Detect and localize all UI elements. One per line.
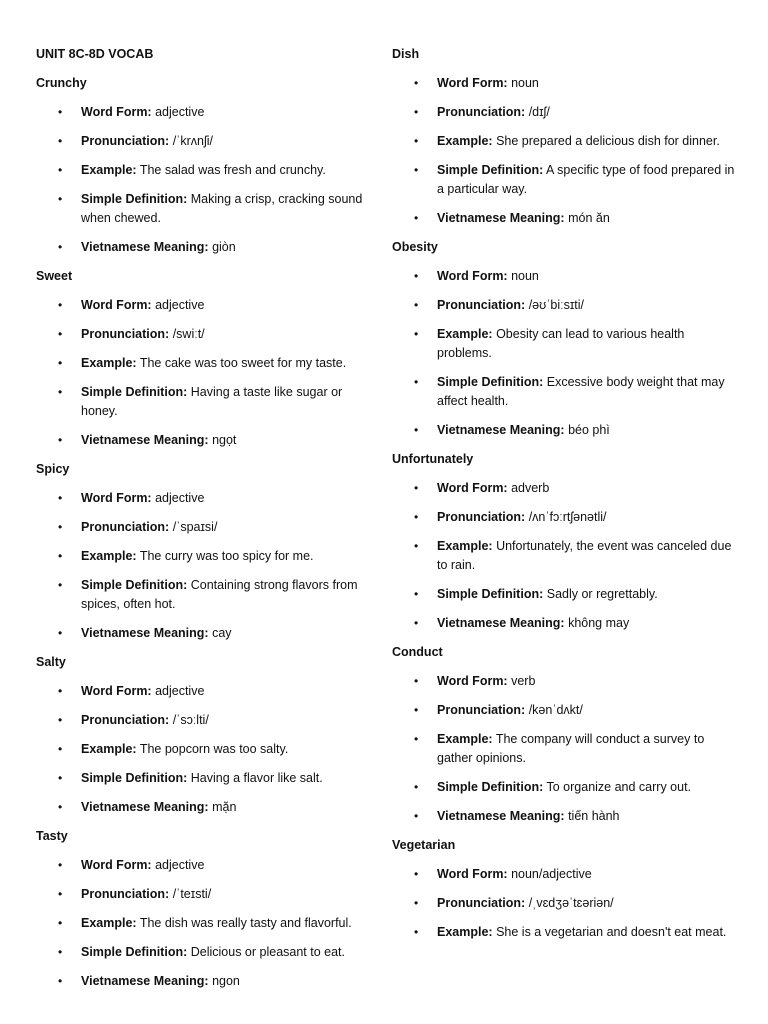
value-example: The company will conduct a survey to gather opinions. bbox=[437, 732, 705, 765]
value-example: The dish was really tasty and flavorful. bbox=[139, 916, 352, 930]
label-pronunciation: Pronunciation: bbox=[437, 703, 526, 717]
value-word-form: noun bbox=[511, 269, 539, 283]
value-definition: Having a flavor like salt. bbox=[190, 771, 323, 785]
value-pronunciation: /ˈsɔːlti/ bbox=[172, 713, 209, 727]
entry-definition bbox=[392, 778, 742, 797]
label-pronunciation: Pronunciation: bbox=[81, 713, 170, 727]
entry-vietnamese bbox=[36, 238, 381, 257]
entry-example bbox=[392, 325, 742, 363]
value-example: Unfortunately, the event was canceled due to rain. bbox=[437, 539, 732, 572]
value-pronunciation: /ˈkrʌnʃi/ bbox=[172, 134, 213, 148]
value-pronunciation: /dɪʃ/ bbox=[528, 105, 550, 119]
entry-definition bbox=[36, 190, 381, 228]
label-vietnamese: Vietnamese Meaning: bbox=[437, 616, 565, 630]
label-vietnamese: Vietnamese Meaning: bbox=[81, 626, 209, 640]
value-pronunciation: /əʊˈbiːsɪti/ bbox=[528, 298, 585, 312]
vocab-entry bbox=[392, 672, 742, 826]
value-word-form: adverb bbox=[511, 481, 550, 495]
value-vietnamese: ngon bbox=[212, 974, 240, 988]
entry-example bbox=[36, 547, 381, 566]
entry-example bbox=[36, 740, 381, 759]
value-definition: Having a taste like sugar or honey. bbox=[81, 385, 343, 418]
right-column bbox=[392, 45, 742, 952]
entry-definition bbox=[392, 373, 742, 411]
value-pronunciation: /ˈspaɪsi/ bbox=[172, 520, 218, 534]
vocab-word: Tasty bbox=[36, 829, 68, 843]
vocab-entry bbox=[392, 267, 742, 440]
label-vietnamese: Vietnamese Meaning: bbox=[81, 433, 209, 447]
value-pronunciation: /ˈteɪsti/ bbox=[172, 887, 212, 901]
value-example: Obesity can lead to various health problems. bbox=[437, 327, 685, 360]
entry-definition bbox=[36, 576, 381, 614]
entry-example bbox=[392, 730, 742, 768]
value-example: The popcorn was too salty. bbox=[139, 742, 289, 756]
vocab-entry bbox=[36, 489, 381, 643]
entry-pronunciation bbox=[36, 132, 381, 151]
label-word-form: Word Form: bbox=[437, 674, 508, 688]
label-word-form: Word Form: bbox=[81, 858, 152, 872]
entry-pronunciation bbox=[392, 103, 742, 122]
entry-pronunciation bbox=[392, 894, 742, 913]
entry-word-form bbox=[36, 489, 381, 508]
value-vietnamese: giòn bbox=[212, 240, 236, 254]
label-pronunciation: Pronunciation: bbox=[81, 327, 170, 341]
value-vietnamese: mặn bbox=[212, 800, 237, 814]
value-definition: Delicious or pleasant to eat. bbox=[190, 945, 345, 959]
value-vietnamese: cay bbox=[212, 626, 232, 640]
value-word-form: adjective bbox=[155, 298, 205, 312]
vocab-word: Spicy bbox=[36, 462, 70, 476]
entry-definition bbox=[36, 769, 381, 788]
entry-pronunciation bbox=[36, 325, 381, 344]
vocab-entry bbox=[392, 865, 742, 942]
value-vietnamese: món ăn bbox=[568, 211, 610, 225]
vocab-entry bbox=[392, 479, 742, 633]
entry-example bbox=[392, 537, 742, 575]
entry-example bbox=[36, 914, 381, 933]
value-word-form: noun/adjective bbox=[511, 867, 592, 881]
entry-definition bbox=[36, 383, 381, 421]
document-title: UNIT 8C-8D VOCAB bbox=[36, 47, 154, 61]
entry-vietnamese bbox=[36, 624, 381, 643]
value-example: The curry was too spicy for me. bbox=[139, 549, 314, 563]
label-word-form: Word Form: bbox=[437, 481, 508, 495]
label-definition: Simple Definition: bbox=[81, 945, 188, 959]
label-definition: Simple Definition: bbox=[437, 587, 544, 601]
vocab-entry bbox=[36, 682, 381, 817]
label-example: Example: bbox=[81, 356, 137, 370]
label-vietnamese: Vietnamese Meaning: bbox=[81, 800, 209, 814]
entry-example bbox=[36, 161, 381, 180]
label-example: Example: bbox=[437, 925, 493, 939]
entry-word-form bbox=[392, 672, 742, 691]
entry-vietnamese bbox=[392, 614, 742, 633]
label-pronunciation: Pronunciation: bbox=[81, 887, 170, 901]
value-word-form: verb bbox=[511, 674, 536, 688]
label-pronunciation: Pronunciation: bbox=[437, 105, 526, 119]
entry-definition bbox=[392, 161, 742, 199]
vocab-word: Vegetarian bbox=[392, 838, 456, 852]
vocab-word: Unfortunately bbox=[392, 452, 474, 466]
value-pronunciation: /kənˈdʌkt/ bbox=[528, 703, 583, 717]
entry-word-form bbox=[36, 682, 381, 701]
vocab-word: Salty bbox=[36, 655, 66, 669]
entry-word-form bbox=[392, 267, 742, 286]
label-vietnamese: Vietnamese Meaning: bbox=[437, 211, 565, 225]
value-definition: Making a crisp, cracking sound when chewed. bbox=[81, 192, 363, 225]
label-example: Example: bbox=[81, 163, 137, 177]
value-definition: Containing strong flavors from spices, often hot. bbox=[81, 578, 358, 611]
value-pronunciation: /ˌvɛdʒəˈtɛəriən/ bbox=[528, 896, 614, 910]
label-word-form: Word Form: bbox=[437, 269, 508, 283]
entry-vietnamese bbox=[392, 209, 742, 228]
label-definition: Simple Definition: bbox=[81, 385, 188, 399]
label-word-form: Word Form: bbox=[81, 105, 152, 119]
vocab-word: Sweet bbox=[36, 269, 73, 283]
label-example: Example: bbox=[437, 539, 493, 553]
value-example: The cake was too sweet for my taste. bbox=[139, 356, 347, 370]
value-vietnamese: béo phì bbox=[568, 423, 610, 437]
entry-definition bbox=[36, 943, 381, 962]
vocab-entry bbox=[36, 103, 381, 257]
entry-vietnamese bbox=[392, 421, 742, 440]
value-vietnamese: tiến hành bbox=[568, 809, 620, 823]
entry-pronunciation bbox=[36, 711, 381, 730]
label-vietnamese: Vietnamese Meaning: bbox=[81, 240, 209, 254]
entry-word-form bbox=[36, 296, 381, 315]
value-definition: To organize and carry out. bbox=[546, 780, 692, 794]
value-definition: Excessive body weight that may affect health. bbox=[437, 375, 725, 408]
label-example: Example: bbox=[81, 549, 137, 563]
entry-example bbox=[36, 354, 381, 373]
entry-pronunciation bbox=[392, 701, 742, 720]
value-definition: A specific type of food prepared in a particular way. bbox=[437, 163, 735, 196]
label-definition: Simple Definition: bbox=[437, 375, 544, 389]
vocab-word: Dish bbox=[392, 47, 420, 61]
label-definition: Simple Definition: bbox=[81, 771, 188, 785]
label-word-form: Word Form: bbox=[437, 76, 508, 90]
label-pronunciation: Pronunciation: bbox=[81, 520, 170, 534]
entry-pronunciation bbox=[392, 296, 742, 315]
entry-example bbox=[392, 132, 742, 151]
vocab-word: Crunchy bbox=[36, 76, 87, 90]
entry-pronunciation bbox=[392, 508, 742, 527]
left-column bbox=[36, 45, 381, 1001]
value-word-form: noun bbox=[511, 76, 539, 90]
label-example: Example: bbox=[81, 916, 137, 930]
label-vietnamese: Vietnamese Meaning: bbox=[81, 974, 209, 988]
entry-definition bbox=[392, 585, 742, 604]
value-example: She prepared a delicious dish for dinner. bbox=[496, 134, 720, 148]
vocab-entry bbox=[36, 296, 381, 450]
label-definition: Simple Definition: bbox=[81, 578, 188, 592]
entry-vietnamese bbox=[36, 972, 381, 991]
label-pronunciation: Pronunciation: bbox=[437, 896, 526, 910]
label-example: Example: bbox=[437, 134, 493, 148]
entry-word-form bbox=[36, 856, 381, 875]
entry-word-form bbox=[392, 865, 742, 884]
label-word-form: Word Form: bbox=[81, 298, 152, 312]
entry-pronunciation bbox=[36, 885, 381, 904]
value-word-form: adjective bbox=[155, 105, 205, 119]
label-vietnamese: Vietnamese Meaning: bbox=[437, 423, 565, 437]
label-vietnamese: Vietnamese Meaning: bbox=[437, 809, 565, 823]
label-word-form: Word Form: bbox=[81, 684, 152, 698]
label-pronunciation: Pronunciation: bbox=[81, 134, 170, 148]
label-word-form: Word Form: bbox=[437, 867, 508, 881]
value-example: The salad was fresh and crunchy. bbox=[139, 163, 326, 177]
label-definition: Simple Definition: bbox=[81, 192, 188, 206]
value-vietnamese: không may bbox=[568, 616, 630, 630]
label-example: Example: bbox=[81, 742, 137, 756]
entry-vietnamese bbox=[36, 798, 381, 817]
value-word-form: adjective bbox=[155, 491, 205, 505]
label-example: Example: bbox=[437, 327, 493, 341]
label-word-form: Word Form: bbox=[81, 491, 152, 505]
entry-pronunciation bbox=[36, 518, 381, 537]
vocab-word: Obesity bbox=[392, 240, 438, 254]
vocab-entry bbox=[36, 856, 381, 991]
value-word-form: adjective bbox=[155, 684, 205, 698]
label-definition: Simple Definition: bbox=[437, 163, 544, 177]
value-vietnamese: ngọt bbox=[212, 433, 237, 447]
entry-word-form bbox=[392, 479, 742, 498]
value-definition: Sadly or regrettably. bbox=[546, 587, 658, 601]
label-pronunciation: Pronunciation: bbox=[437, 510, 526, 524]
entry-vietnamese bbox=[36, 431, 381, 450]
entry-word-form bbox=[36, 103, 381, 122]
vocab-word: Conduct bbox=[392, 645, 443, 659]
entry-example bbox=[392, 923, 742, 942]
label-example: Example: bbox=[437, 732, 493, 746]
value-pronunciation: /swiːt/ bbox=[172, 327, 205, 341]
entry-vietnamese bbox=[392, 807, 742, 826]
label-pronunciation: Pronunciation: bbox=[437, 298, 526, 312]
label-definition: Simple Definition: bbox=[437, 780, 544, 794]
entry-word-form bbox=[392, 74, 742, 93]
value-example: She is a vegetarian and doesn't eat meat. bbox=[496, 925, 727, 939]
vocab-entry bbox=[392, 74, 742, 228]
value-word-form: adjective bbox=[155, 858, 205, 872]
value-pronunciation: /ʌnˈfɔːrtʃənətli/ bbox=[528, 510, 607, 524]
